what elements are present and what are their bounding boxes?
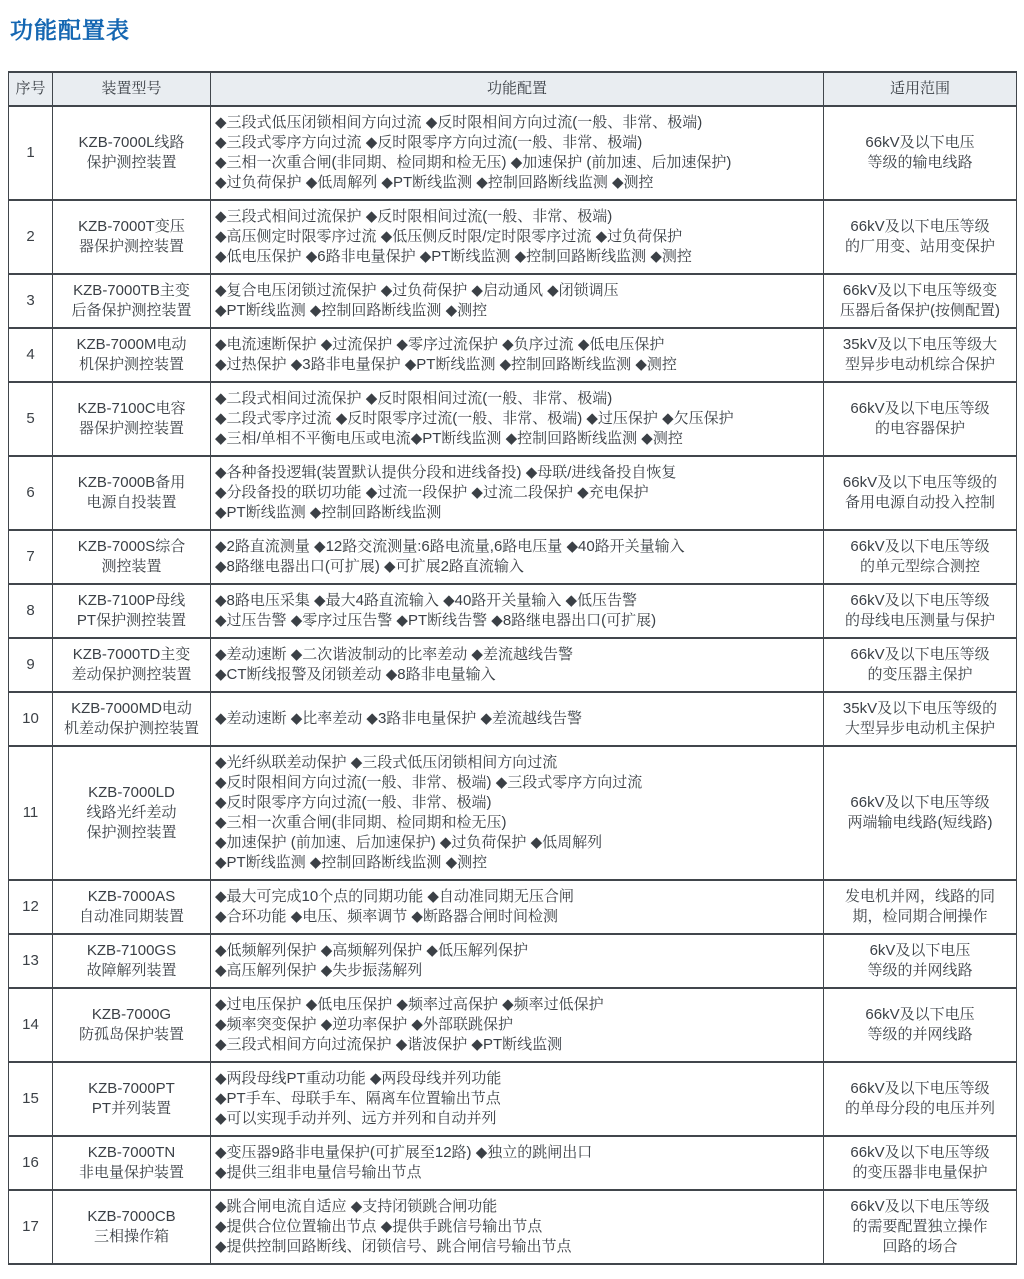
text-line: ◆三段式相间方向过流保护 ◆谐波保护 ◆PT断线监测	[215, 1036, 563, 1053]
text-line: ◆高压解列保护 ◆失步振荡解列	[215, 962, 423, 979]
table-row	[9, 934, 1017, 988]
text-line: 的变压器主保护	[867, 666, 973, 683]
function-config	[211, 382, 824, 456]
text-line: 66kV及以下电压等级	[850, 1144, 990, 1161]
header-serial-number: 序号	[9, 72, 53, 106]
text-line: 的厂用变、站用变保护	[844, 238, 995, 255]
text-line: KZB-7000M电动	[76, 336, 187, 353]
row-number: 6	[9, 456, 53, 530]
text-line: ◆电流速断保护 ◆过流保护 ◆零序过流保护 ◆负序过流 ◆低电压保护	[215, 336, 665, 353]
function-config	[211, 1190, 824, 1264]
page-title: 功能配置表	[10, 17, 130, 43]
table-row	[9, 584, 1017, 638]
text-line: KZB-7100C电容	[77, 400, 186, 417]
table-row	[9, 880, 1017, 934]
text-line: 等级的并网线路	[867, 962, 973, 979]
text-line: ◆三相一次重合闸(非同期、检同期和检无压)	[215, 814, 507, 831]
text-line: 的电容器保护	[874, 420, 965, 437]
text-line: ◆PT断线监测 ◆控制回路断线监测 ◆测控	[215, 302, 488, 319]
text-line: KZB-7100P母线	[77, 592, 186, 609]
function-config	[211, 988, 824, 1062]
function-config	[211, 1062, 824, 1136]
text-line: ◆2路直流测量 ◆12路交流测量:6路电流量,6路电压量 ◆40路开关量输入	[215, 538, 685, 555]
device-model	[53, 584, 211, 638]
text-line: ◆PT手车、母联手车、隔离车位置输出节点	[215, 1090, 501, 1107]
table-row	[9, 200, 1017, 274]
row-number: 16	[9, 1136, 53, 1190]
applicable-scope	[824, 456, 1017, 530]
text-line: ◆加速保护 (前加速、后加速保护) ◆过负荷保护 ◆低周解列	[215, 834, 603, 851]
device-model	[53, 106, 211, 200]
text-line: ◆提供三组非电量信号输出节点	[215, 1164, 422, 1181]
text-line: KZB-7000S综合	[77, 538, 186, 555]
text-line: 6kV及以下电压	[869, 942, 971, 959]
text-line: 备用电源自动投入控制	[844, 494, 995, 511]
text-line: 66kV及以下电压等级	[850, 592, 990, 609]
row-number: 8	[9, 584, 53, 638]
text-line: ◆二段式零序过流 ◆反时限零序过流(一般、非常、极端) ◆过压保护 ◆欠压保护	[215, 410, 734, 427]
function-config	[211, 274, 824, 328]
text-line: 电源自投装置	[86, 494, 177, 511]
text-line: ◆反时限相间方向过流(一般、非常、极端) ◆三段式零序方向过流	[215, 774, 643, 791]
text-line: KZB-7000B备用	[77, 474, 186, 491]
header-row	[9, 72, 1017, 106]
text-line: 66kV及以下电压	[865, 134, 975, 151]
text-line: 故障解列装置	[86, 962, 177, 979]
text-line: ◆三段式低压闭锁相间方向过流 ◆反时限相间方向过流(一般、非常、极端)	[215, 114, 703, 131]
text-line: 35kV及以下电压等级的	[842, 700, 998, 717]
text-line: KZB-7000TN	[87, 1144, 176, 1161]
text-line: 66kV及以下电压等级	[850, 1080, 990, 1097]
table-row	[9, 328, 1017, 382]
text-line: ◆差动速断 ◆二次谐波制动的比率差动 ◆差流越线告警	[215, 646, 573, 663]
function-config	[211, 456, 824, 530]
text-line: 型异步电动机综合保护	[844, 356, 995, 373]
text-line: 机差动保护测控装置	[63, 720, 199, 737]
text-line: 66kV及以下电压等级	[850, 1198, 990, 1215]
applicable-scope	[824, 746, 1017, 880]
row-number: 4	[9, 328, 53, 382]
text-line: 66kV及以下电压等级变	[842, 282, 998, 299]
device-model	[53, 1062, 211, 1136]
text-line: ◆跳合闸电流自适应 ◆支持闭锁跳合闸功能	[215, 1198, 498, 1215]
function-config	[211, 106, 824, 200]
applicable-scope	[824, 692, 1017, 746]
table-row	[9, 1136, 1017, 1190]
row-number: 15	[9, 1062, 53, 1136]
text-line: 防孤岛保护装置	[78, 1026, 184, 1043]
applicable-scope	[824, 880, 1017, 934]
text-line: 66kV及以下电压等级	[850, 646, 990, 663]
applicable-scope	[824, 934, 1017, 988]
table-row	[9, 530, 1017, 584]
text-line: 66kV及以下电压等级	[850, 538, 990, 555]
function-config	[211, 1136, 824, 1190]
text-line: ◆各种备投逻辑(装置默认提供分段和进线备投) ◆母联/进线备投自恢复	[215, 464, 677, 481]
applicable-scope	[824, 274, 1017, 328]
text-line: KZB-7000AS	[87, 888, 176, 905]
row-number: 2	[9, 200, 53, 274]
text-line: 保护测控装置	[86, 154, 177, 171]
device-model	[53, 200, 211, 274]
function-config	[211, 692, 824, 746]
table-row	[9, 692, 1017, 746]
row-number: 14	[9, 988, 53, 1062]
applicable-scope	[824, 382, 1017, 456]
table-row	[9, 456, 1017, 530]
device-model	[53, 328, 211, 382]
header-device-model: 装置型号	[53, 72, 211, 106]
text-line: ◆反时限零序方向过流(一般、非常、极端)	[215, 794, 492, 811]
table-row	[9, 274, 1017, 328]
applicable-scope	[824, 1190, 1017, 1264]
table-header	[9, 72, 1017, 106]
text-line: 差动保护测控装置	[71, 666, 192, 683]
text-line: ◆变压器9路非电量保护(可扩展至12路) ◆独立的跳闸出口	[215, 1144, 593, 1161]
text-line: KZB-7000TB主变	[73, 282, 190, 299]
text-line: ◆过热保护 ◆3路非电量保护 ◆PT断线监测 ◆控制回路断线监测 ◆测控	[215, 356, 677, 373]
applicable-scope	[824, 106, 1017, 200]
text-line: 线路光纤差动	[86, 804, 177, 821]
header-function-config: 功能配置	[211, 72, 824, 106]
text-line: KZB-7000L线路	[78, 134, 185, 151]
applicable-scope	[824, 638, 1017, 692]
text-line: ◆差动速断 ◆比率差动 ◆3路非电量保护 ◆差流越线告警	[215, 710, 582, 727]
header-applicable-scope: 适用范围	[824, 72, 1017, 106]
text-line: 后备保护测控装置	[71, 302, 192, 319]
text-line: ◆三段式零序方向过流 ◆反时限零序方向过流(一般、非常、极端)	[215, 134, 643, 151]
text-line: ◆分段备投的联切功能 ◆过流一段保护 ◆过流二段保护 ◆充电保护	[215, 484, 649, 501]
table-row	[9, 638, 1017, 692]
text-line: ◆两段母线PT重动功能 ◆两段母线并列功能	[215, 1070, 502, 1087]
text-line: ◆过电压保护 ◆低电压保护 ◆频率过高保护 ◆频率过低保护	[215, 996, 604, 1013]
text-line: KZB-7000PT	[88, 1080, 175, 1097]
text-line: ◆8路电压采集 ◆最大4路直流输入 ◆40路开关量输入 ◆低压告警	[215, 592, 638, 609]
function-config	[211, 200, 824, 274]
text-line: ◆PT断线监测 ◆控制回路断线监测 ◆测控	[215, 854, 488, 871]
text-line: KZB-7100GS	[86, 942, 177, 959]
text-line: 66kV及以下电压等级	[850, 794, 990, 811]
text-line: ◆二段式相间过流保护 ◆反时限相间过流(一般、非常、极端)	[215, 390, 613, 407]
device-model	[53, 1190, 211, 1264]
text-line: 压器后备保护(按侧配置)	[840, 302, 1000, 319]
applicable-scope	[824, 988, 1017, 1062]
text-line: PT并列装置	[91, 1100, 172, 1117]
row-number: 17	[9, 1190, 53, 1264]
text-line: KZB-7000G	[91, 1006, 172, 1023]
device-model	[53, 638, 211, 692]
text-line: ◆过压告警 ◆零序过压告警 ◆PT断线告警 ◆8路继电器出口(可扩展)	[215, 612, 657, 629]
text-line: ◆低电压保护 ◆6路非电量保护 ◆PT断线监测 ◆控制回路断线监测 ◆测控	[215, 248, 692, 265]
table-row	[9, 746, 1017, 880]
applicable-scope	[824, 1062, 1017, 1136]
text-line: 两端输电线路(短线路)	[847, 814, 993, 831]
function-config	[211, 328, 824, 382]
text-line: KZB-7000TD主变	[72, 646, 191, 663]
text-line: 保护测控装置	[86, 824, 177, 841]
text-line: ◆频率突变保护 ◆逆功率保护 ◆外部联跳保护	[215, 1016, 513, 1033]
device-model	[53, 1136, 211, 1190]
function-config	[211, 934, 824, 988]
table-row	[9, 1190, 1017, 1264]
text-line: 自动准同期装置	[78, 908, 184, 925]
text-line: ◆高压侧定时限零序过流 ◆低压侧反时限/定时限零序过流 ◆过负荷保护	[215, 228, 683, 245]
text-line: 的单元型综合测控	[859, 558, 980, 575]
text-line: 的变压器非电量保护	[852, 1164, 988, 1181]
row-number: 7	[9, 530, 53, 584]
text-line: 的母线电压测量与保护	[844, 612, 995, 629]
text-line: ◆三段式相间过流保护 ◆反时限相间过流(一般、非常、极端)	[215, 208, 613, 225]
text-line: PT保护测控装置	[76, 612, 187, 629]
text-line: ◆提供控制回路断线、闭锁信号、跳合闸信号输出节点	[215, 1238, 572, 1255]
applicable-scope	[824, 530, 1017, 584]
row-number: 1	[9, 106, 53, 200]
text-line: 66kV及以下电压等级	[850, 400, 990, 417]
text-line: ◆三相一次重合闸(非同期、检同期和检无压) ◆加速保护 (前加速、后加速保护)	[215, 154, 732, 171]
text-line: 66kV及以下电压	[865, 1006, 975, 1023]
applicable-scope	[824, 584, 1017, 638]
row-number: 5	[9, 382, 53, 456]
device-model	[53, 692, 211, 746]
row-number: 11	[9, 746, 53, 880]
text-line: ◆可以实现手动并列、远方并列和自动并列	[215, 1110, 497, 1127]
text-line: 器保护测控装置	[78, 238, 184, 255]
function-config	[211, 746, 824, 880]
applicable-scope	[824, 200, 1017, 274]
device-model	[53, 988, 211, 1062]
text-line: 器保护测控装置	[78, 420, 184, 437]
row-number: 13	[9, 934, 53, 988]
function-config	[211, 584, 824, 638]
device-model	[53, 880, 211, 934]
text-line: ◆提供合位位置输出节点 ◆提供手跳信号输出节点	[215, 1218, 543, 1235]
text-line: ◆过负荷保护 ◆低周解列 ◆PT断线监测 ◆控制回路断线监测 ◆测控	[215, 174, 654, 191]
text-line: 66kV及以下电压等级的	[842, 474, 998, 491]
text-line: 66kV及以下电压等级	[850, 218, 990, 235]
table-row	[9, 1062, 1017, 1136]
text-line: 期，检同期合闸操作	[852, 908, 988, 925]
text-line: KZB-7000CB	[87, 1208, 176, 1225]
text-line: 等级的输电线路	[867, 154, 973, 171]
text-line: 等级的并网线路	[867, 1026, 973, 1043]
text-line: KZB-7000MD电动	[71, 700, 192, 717]
text-line: KZB-7000LD	[88, 784, 175, 801]
text-line: 测控装置	[101, 558, 162, 575]
text-line: 的单母分段的电压并列	[844, 1100, 995, 1117]
row-number: 3	[9, 274, 53, 328]
text-line: ◆光纤纵联差动保护 ◆三段式低压闭锁相间方向过流	[215, 754, 558, 771]
text-line: 发电机并网，线路的同	[844, 888, 995, 905]
table-row	[9, 988, 1017, 1062]
text-line: KZB-7000T变压	[78, 218, 185, 235]
text-line: 机保护测控装置	[78, 356, 184, 373]
table-body	[9, 106, 1017, 1264]
device-model	[53, 456, 211, 530]
row-number: 10	[9, 692, 53, 746]
device-model	[53, 530, 211, 584]
text-line: 回路的场合	[882, 1238, 958, 1255]
text-line: 35kV及以下电压等级大	[842, 336, 998, 353]
text-line: ◆CT断线报警及闭锁差动 ◆8路非电量输入	[215, 666, 496, 683]
applicable-scope	[824, 328, 1017, 382]
function-config	[211, 530, 824, 584]
row-number: 12	[9, 880, 53, 934]
text-line: ◆最大可完成10个点的同期功能 ◆自动准同期无压合闸	[215, 888, 574, 905]
device-model	[53, 382, 211, 456]
text-line: ◆PT断线监测 ◆控制回路断线监测	[215, 504, 442, 521]
text-line: ◆复合电压闭锁过流保护 ◆过负荷保护 ◆启动通风 ◆闭锁调压	[215, 282, 619, 299]
text-line: 大型异步电动机主保护	[844, 720, 995, 737]
text-line: ◆合环功能 ◆电压、频率调节 ◆断路器合闸时间检测	[215, 908, 558, 925]
text-line: ◆三相/单相不平衡电压或电流◆PT断线监测 ◆控制回路断线监测 ◆测控	[215, 430, 683, 447]
function-config	[211, 638, 824, 692]
text-line: 的需要配置独立操作	[852, 1218, 988, 1235]
applicable-scope	[824, 1136, 1017, 1190]
device-model	[53, 274, 211, 328]
device-model	[53, 746, 211, 880]
text-line: ◆低频解列保护 ◆高频解列保护 ◆低压解列保护	[215, 942, 528, 959]
text-line: 非电量保护装置	[78, 1164, 184, 1181]
table-row	[9, 106, 1017, 200]
row-number: 9	[9, 638, 53, 692]
function-config	[211, 880, 824, 934]
device-model	[53, 934, 211, 988]
text-line: 三相操作箱	[93, 1228, 169, 1245]
function-config-table	[8, 71, 1017, 1265]
text-line: ◆8路继电器出口(可扩展) ◆可扩展2路直流输入	[215, 558, 524, 575]
table-row	[9, 382, 1017, 456]
